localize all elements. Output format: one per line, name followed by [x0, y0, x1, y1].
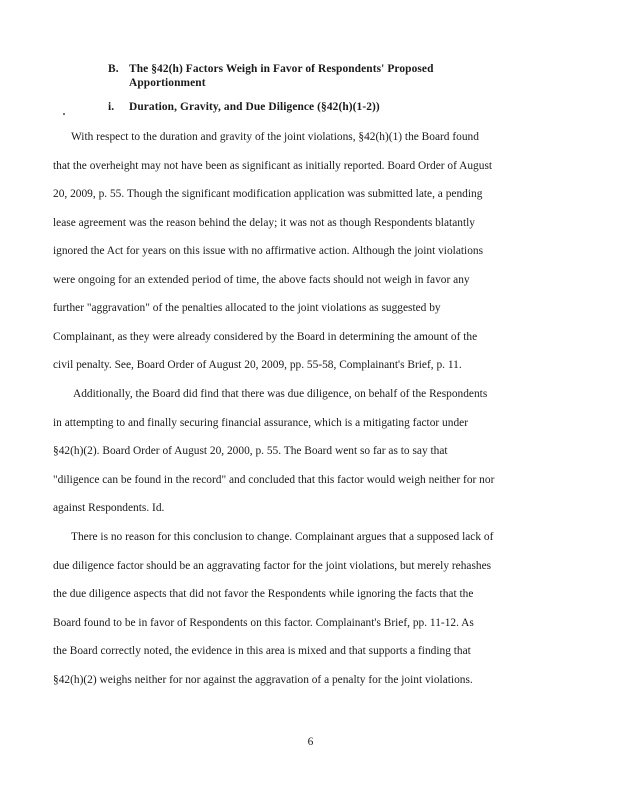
subsection-heading-i-number: i. — [108, 101, 115, 113]
body-line: the Board correctly noted, the evidence in this area is mixed and that supports a finding that — [53, 645, 471, 657]
body-line: 20, 2009, p. 55. Though the significant modification application was submitted late, a pending — [53, 188, 483, 200]
page-number: 6 — [307, 736, 314, 748]
body-line: Additionally, the Board did find that there was due diligence, on behalf of the Respondents — [73, 388, 488, 400]
body-line: §42(h)(2). Board Order of August 20, 2000, p. 55. The Board went so far as to say that — [53, 445, 448, 457]
body-line: "diligence can be found in the record" and concluded that this factor would weigh neither for nor — [53, 474, 495, 486]
section-heading-b-line1: The §42(h) Factors Weigh in Favor of Respondents' Proposed — [129, 63, 434, 75]
subsection-heading-i — [108, 100, 568, 116]
body-line: ignored the Act for years on this issue with no affirmative action. Although the joint violations — [53, 245, 484, 257]
section-heading-b — [108, 62, 568, 94]
subsection-heading-i-text: Duration, Gravity, and Due Diligence (§42(h)(1-2)) — [129, 101, 380, 113]
body-line: due diligence factor should be an aggravating factor for the joint violations, but merely rehashes — [53, 560, 492, 572]
body-line: With respect to the duration and gravity of the joint violations, §42(h)(1) the Board found — [71, 131, 479, 143]
body-line: Board found to be in favor of Respondents on this factor. Complainant's Brief, pp. 11-12. As — [53, 617, 474, 629]
body-line: There is no reason for this conclusion to change. Complainant argues that a supposed lack of — [71, 531, 494, 543]
body-line: further "aggravation" of the penalties allocated to the joint violations as suggested by — [53, 302, 441, 314]
section-heading-b-line2: Apportionment — [129, 77, 206, 89]
body-line: lease agreement was the reason behind the delay; it was not as though Respondents blatantly — [53, 217, 475, 229]
scan-speck — [63, 113, 65, 115]
body-line: that the overheight may not have been as significant as initially reported. Board Order of August — [53, 160, 493, 172]
body-line: Complainant, as they were already considered by the Board in determining the amount of the — [53, 331, 478, 343]
body-line: civil penalty. See, Board Order of August 20, 2009, pp. 55-58, Complainant's Brief, p. 11. — [53, 359, 462, 371]
section-heading-b-number: B. — [108, 63, 119, 75]
body-line: against Respondents. Id. — [53, 502, 165, 514]
body-line: §42(h)(2) weighs neither for nor against the aggravation of a penalty for the joint violations. — [53, 674, 473, 686]
body-line: the due diligence aspects that did not favor the Respondents while ignoring the facts that the — [53, 588, 474, 600]
body-line: were ongoing for an extended period of time, the above facts should not weigh in favor any — [53, 274, 470, 286]
body-line: in attempting to and finally securing financial assurance, which is a mitigating factor under — [53, 417, 468, 429]
